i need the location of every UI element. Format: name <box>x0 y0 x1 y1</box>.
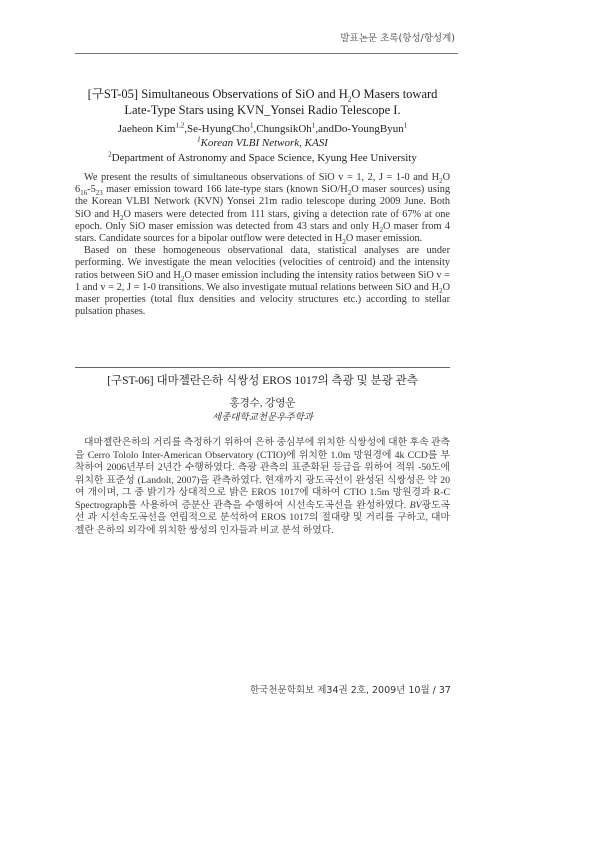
abstract-text: Based on these homogeneous observational data, statistical analyses are under <box>84 245 450 257</box>
paper1-title-line2: Late-Type Stars using KVN_Yonsei Radio Telescope I. <box>124 103 401 117</box>
paper2-title <box>75 373 450 389</box>
abstract-paragraph-2 <box>75 245 450 318</box>
abstract-text: 여 개이며, 그 중 밝기가 상대적으로 밝은 EROS 1017에 대하여 CTIO 1.5m 망원경과 R-C <box>75 487 450 498</box>
paper1-authors <box>75 123 450 165</box>
abstract-text: = 1 and v = 2, J = 1-0 transitions. We also investigate mutual relations between SiO and <box>75 269 450 293</box>
paper2-affil: 세종대학교천문우주학과 <box>212 413 313 423</box>
author-3: ,ChungsikOh <box>253 123 312 135</box>
paper1-affil2 <box>75 152 450 165</box>
abstract-text: 부착하여 2006년부터 2년간 수행하였다. 측광 관측의 표준화된 등급을 위하여 적위 -50도에 <box>75 449 450 473</box>
abstract-text: pulsation phases. <box>75 306 146 318</box>
abstract-text: O maser from 4 <box>382 220 450 232</box>
affil2-sup: 2 <box>108 150 112 159</box>
abstract-text: ratios between SiO and H <box>75 269 181 281</box>
abstract-text: H <box>431 281 440 293</box>
author-2: ,Se-HyungCho <box>184 123 250 135</box>
page-header <box>0 0 600 58</box>
abstract-sub: 23 <box>95 189 103 198</box>
section-divider <box>75 367 450 368</box>
abstract-text: Spectrograph를 사용하여 증분산 관측을 수행하여 시선속도곡선을 완성하였다. <box>75 499 410 511</box>
abstract-text: 과 시선속도곡선을 연립적으로 분석하여 EROS 1017의 절대량 및 거리를 구하고, 대마젤란 <box>75 512 450 536</box>
author-3-sup: 1 <box>311 121 316 130</box>
abstract-paragraph-1 <box>75 172 450 245</box>
paper2-authors: 홍경수, 강영운 <box>229 398 296 409</box>
header-rule <box>75 53 458 54</box>
abstract-text: We present the results of simultaneous observations of SiO v = 1, 2, J = 1-0 and H <box>84 172 440 183</box>
paper1-title-prefix: [구ST-05] Simultaneous Observations of SiO and H <box>87 87 348 101</box>
abstract-sub: 2 <box>439 286 443 295</box>
affil2-text: Department of Astronomy and Space Science, Kyung Hee University <box>111 152 417 164</box>
abstract-sub: 2 <box>379 225 383 234</box>
affil1-text: Korean VLBI Network, KASI <box>200 137 328 149</box>
abstract-text: the Korean VLBI Network (KVN) Yonsei 21m radio telescope during 2009 June. Both SiO <box>75 196 450 220</box>
author-1: Jaeheon Kim <box>117 123 176 135</box>
author-2-sup: 1 <box>249 121 254 130</box>
paper1-title-sub: 2 <box>347 95 352 104</box>
author-1-sup: 1,2 <box>175 121 185 130</box>
page-footer: 한국천문학회보 제34권 2호, 2009년 10월 / 37 <box>250 685 451 696</box>
abstract-text: O <box>442 172 450 183</box>
paper1-title-after: O Masers toward <box>351 87 438 101</box>
abstract-sub: 2 <box>347 189 352 198</box>
abstract-text: maser emission toward 166 late-type stars (known SiO/H <box>102 184 348 196</box>
abstract-text: 6 <box>75 184 81 196</box>
paper2-title-text: [구ST-06] 대마젤란은하 식쌍성 EROS 1017의 측광 및 분광 관측 <box>107 375 418 387</box>
abstract-text: O maser sources) using <box>351 184 450 196</box>
affil1-sup: 1 <box>197 135 201 144</box>
paper1-affil1 <box>75 137 450 150</box>
abstract-sub: 2 <box>119 213 124 222</box>
abstract-text: and H <box>94 208 120 220</box>
abstract-sub: 2 <box>439 177 443 186</box>
paper2-abstract-paragraph <box>75 437 450 537</box>
paper2-authors-block <box>75 397 450 425</box>
abstract-text: stars. Candidate sources for a bipolar outflow were detected in H <box>75 233 343 245</box>
abstract-sub: 2 <box>342 238 346 247</box>
abstract-sub: 2 <box>180 274 185 283</box>
paper2-abstract <box>75 437 450 537</box>
abstract-sub: 16 <box>80 189 88 198</box>
abstract-text: -5 <box>87 184 96 196</box>
header-title: 발표논문 초록(항성/항성계) <box>340 33 455 44</box>
author-4: ,andDo-YoungByun <box>315 123 404 135</box>
abstract-text: 은하의 외각에 위치한 쌍성의 인자들과 비교 분석 하였다. <box>96 524 334 536</box>
abstract-text: 광도곡선 <box>75 499 450 523</box>
abstract-text: O maser properties (total flux densities and velocity structures etc.) according to stellar <box>75 281 451 306</box>
abstract-text: O maser emission. <box>345 233 423 245</box>
abstract-text: 을 Cerro Tololo Inter-American Observatory (CTIO)에 위치한 1.0m 망원경에 4k CCD를 <box>75 449 438 461</box>
abstract-text: O masers were detected from 111 stars, giving a detection rate of 67% at one <box>123 208 450 220</box>
abstract-text: epoch. Only SiO maser emission was detected from 43 stars and only H <box>75 220 380 232</box>
paper1-title <box>75 86 450 118</box>
abstract-text: 대마젤란은하의 거리를 측정하기 위하여 은하 중심부에 위치한 식쌍성에 대한 후속 관측 <box>84 437 450 448</box>
abstract-text: O maser emission including the intensity ratios between SiO v <box>184 269 442 281</box>
abstract-text: performing. We investigate the mean velocities (velocities of centroid) and the intensity <box>75 257 450 269</box>
author-4-sup: 1 <box>403 121 408 130</box>
abstract-text: 위치한 표준성 (Landolt, 2007)을 관측하였다. 현재까지 광도곡선이 완성된 식쌍성은 약 20 <box>75 474 450 486</box>
paper1-abstract <box>75 172 450 318</box>
abstract-em: BV <box>409 499 422 511</box>
